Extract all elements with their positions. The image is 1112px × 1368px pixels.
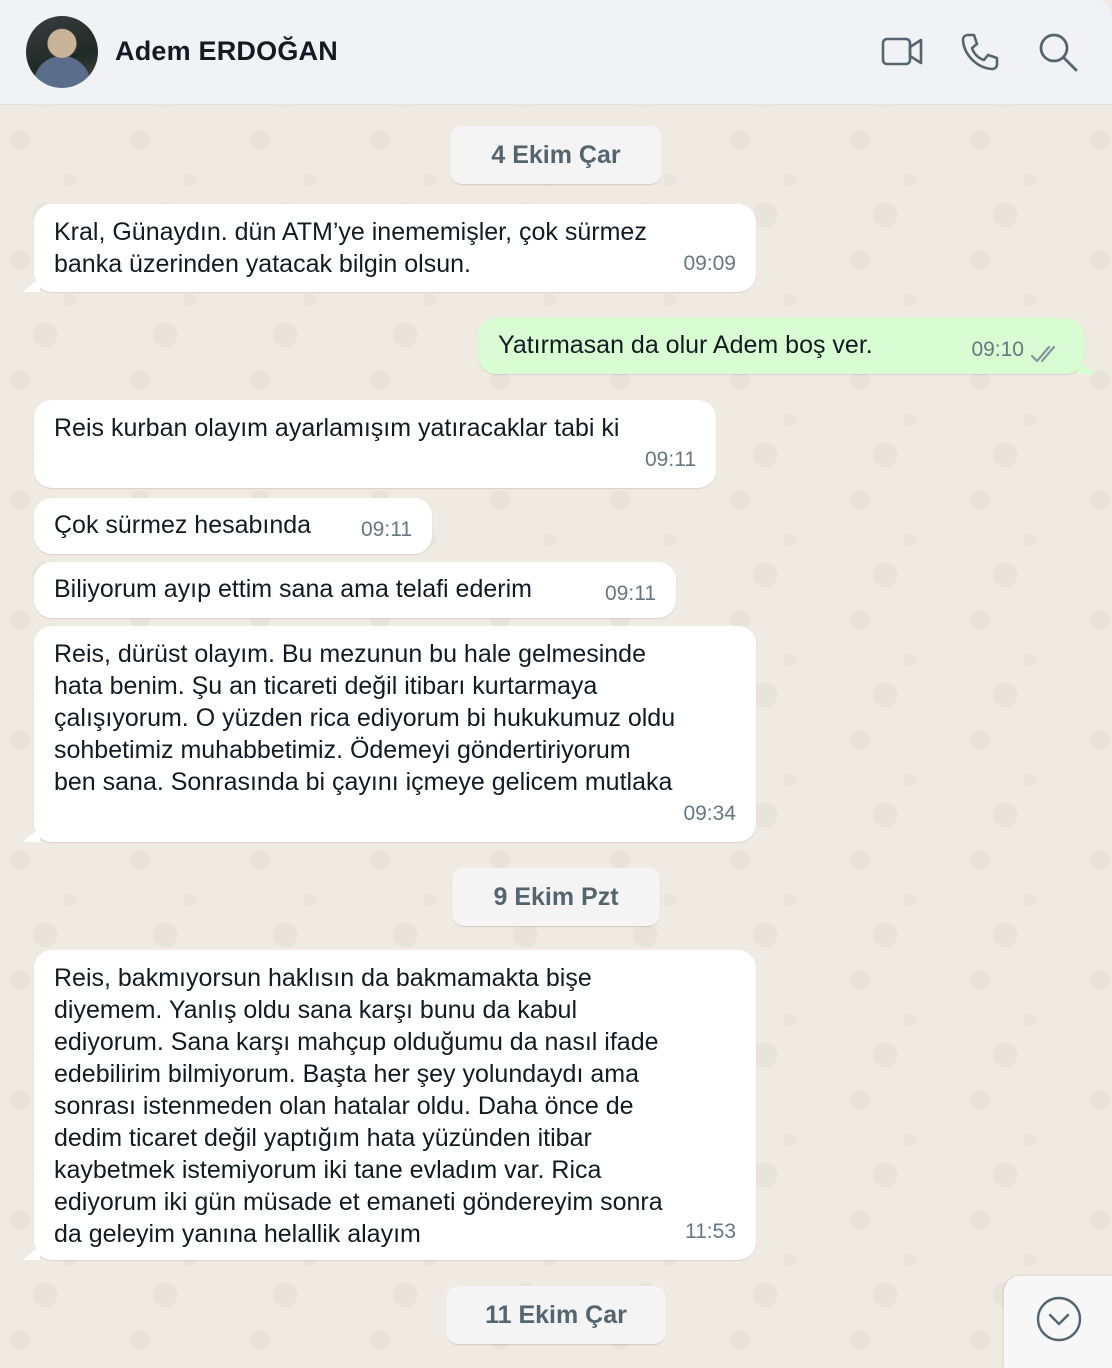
message-text: Çok sürmez hesabında (54, 511, 312, 539)
message-time: 11:53 (685, 1220, 736, 1243)
phone-icon[interactable] (958, 30, 1002, 74)
message-time: 09:34 (683, 802, 736, 825)
date-separator: 11 Ekim Çar (446, 1286, 666, 1344)
incoming-message[interactable] (34, 204, 756, 292)
message-text: Yatırmasan da olur Adem boş ver. (498, 331, 873, 359)
bubble-tail (1078, 360, 1096, 374)
chat-header (0, 0, 1112, 105)
message-text: Reis kurban olayım ayarlamışım yatıracaklar tabi ki (54, 414, 620, 442)
message-time: 09:10 (971, 338, 1024, 361)
incoming-message[interactable] (34, 950, 756, 1260)
date-separator: 9 Ekim Pzt (452, 868, 660, 926)
message-text: Reis, bakmıyorsun haklısın da bakmamakta bişe diyemem. Yanlış oldu sana karşı bunu da kabul ediyorum. Sana karşı mahçup olduğumu da nasıl ifade edebilirim bilmiyorum. Başta her şey yolundaydı ama sonrası istenmeden olan hatalar oldu. Daha önce de dedim ticaret değil yaptığım hata yüzünden itibar kaybetmek istemiyorum iki tane evladım var. Rica ediyorum iki gün müsade et emaneti göndereyim sonra da geleyim yanına helallik alayım (54, 964, 663, 1248)
incoming-message[interactable] (34, 626, 756, 842)
message-time: 09:11 (645, 448, 696, 471)
message-time: 09:11 (605, 582, 656, 605)
bubble-tail (22, 828, 40, 842)
message-text: Biliyorum ayıp ettim sana ama telafi ederim (54, 575, 532, 603)
outgoing-message[interactable] (478, 318, 1084, 374)
scroll-to-bottom-button[interactable] (1004, 1276, 1112, 1368)
video-camera-icon[interactable] (880, 30, 924, 74)
bubble-tail (22, 1246, 40, 1260)
search-icon[interactable] (1036, 30, 1080, 74)
incoming-message[interactable] (34, 562, 676, 618)
message-text: Reis, dürüst olayım. Bu mezunun bu hale gelmesinde hata benim. Şu an ticareti değil itibarı kurtarmaya çalışıyorum. O yüzden rica ediyorum bi hukukumuz oldu sohbetimiz muhabbetimiz. Ödemeyi göndertiriyorum ben sana. Sonrasında bi çayını içmeye gelicem mutlaka (54, 640, 676, 796)
contact-name[interactable]: Adem ERDOĞAN (115, 36, 338, 66)
contact-avatar[interactable] (26, 16, 98, 88)
bubble-tail (22, 278, 40, 292)
message-time: 09:09 (683, 252, 736, 275)
date-separator: 4 Ekim Çar (450, 126, 662, 184)
double-check-icon (1030, 343, 1062, 365)
message-text: Kral, Günaydın. dün ATM’ye inememişler, çok sürmez banka üzerinden yatacak bilgin olsun. (54, 218, 647, 278)
message-time: 09:11 (361, 518, 412, 541)
chevron-down-icon (1034, 1294, 1084, 1344)
incoming-message[interactable] (34, 400, 716, 488)
incoming-message[interactable] (34, 498, 432, 554)
message-list[interactable] (0, 104, 1112, 1368)
